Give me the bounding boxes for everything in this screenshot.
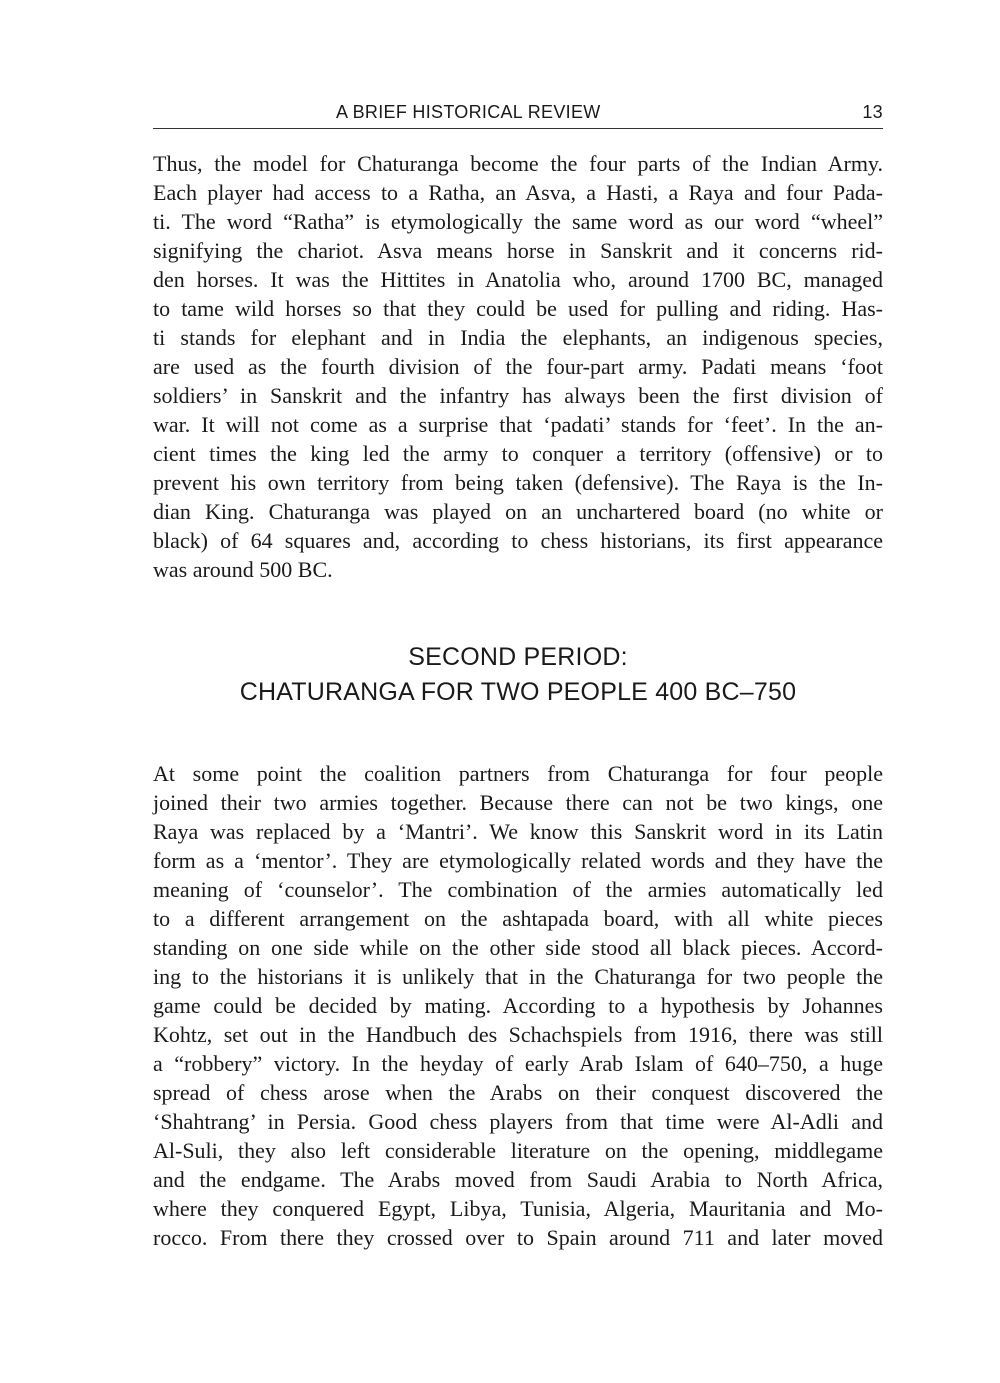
text-line: joined their two armies together. Because there can not be two kings, one	[153, 790, 883, 815]
running-header	[153, 100, 883, 129]
text-line: and the endgame. The Arabs moved from Saudi Arabia to North Africa,	[153, 1167, 883, 1192]
text-line: are used as the fourth division of the four-part army. Padati means ‘foot	[153, 354, 883, 379]
text-line: prevent his own territory from being taken (defensive). The Raya is the In-	[153, 470, 883, 495]
text-line: soldiers’ in Sanskrit and the infantry has always been the first division of	[153, 383, 883, 408]
section-heading-line-1: SECOND PERIOD:	[408, 643, 628, 671]
text-line: signifying the chariot. Asva means horse in Sanskrit and it concerns rid-	[153, 238, 883, 263]
text-line: game could be decided by mating. According to a hypothesis by Johannes	[153, 993, 883, 1018]
running-title: A BRIEF HISTORICAL REVIEW	[336, 102, 601, 122]
text-line: form as a ‘mentor’. They are etymologically related words and they have the	[153, 848, 883, 873]
text-line: standing on one side while on the other side stood all black pieces. Accord-	[153, 935, 883, 960]
text-line: ing to the historians it is unlikely that in the Chaturanga for two people the	[153, 964, 883, 989]
text-line: black) of 64 squares and, according to chess historians, its first appearance	[153, 528, 883, 553]
text-line: was around 500 BC.	[153, 557, 333, 582]
text-line: Al-Suli, they also left considerable literature on the opening, middlegame	[153, 1138, 883, 1163]
text-line: At some point the coalition partners from Chaturanga for four people	[153, 761, 883, 786]
paragraph-first-period	[153, 149, 883, 584]
text-line: cient times the king led the army to conquer a territory (offensive) or to	[153, 441, 883, 466]
text-line: war. It will not come as a surprise that ‘padati’ stands for ‘feet’. In the an-	[153, 412, 883, 437]
text-line: to tame wild horses so that they could be used for pulling and riding. Has-	[153, 296, 883, 321]
text-line: Each player had access to a Ratha, an Asva, a Hasti, a Raya and four Pada-	[153, 180, 883, 205]
text-line: Raya was replaced by a ‘Mantri’. We know this Sanskrit word in its Latin	[153, 819, 883, 844]
text-line: where they conquered Egypt, Libya, Tunisia, Algeria, Mauritania and Mo-	[153, 1196, 883, 1221]
text-line: dian King. Chaturanga was played on an unchartered board (no white or	[153, 499, 883, 524]
text-line: Thus, the model for Chaturanga become the four parts of the Indian Army.	[153, 151, 883, 176]
text-line: meaning of ‘counselor’. The combination of the armies automatically led	[153, 877, 883, 902]
text-line: ti stands for elephant and in India the elephants, an indigenous species,	[153, 325, 883, 350]
text-line: spread of chess arose when the Arabs on their conquest discovered the	[153, 1080, 883, 1105]
paragraph-second-period	[153, 759, 883, 1252]
text-line: rocco. From there they crossed over to Spain around 711 and later moved	[153, 1225, 883, 1250]
section-heading	[153, 640, 883, 710]
text-line: ‘Shahtrang’ in Persia. Good chess players from that time were Al-Adli and	[153, 1109, 883, 1134]
text-line: ti. The word “Ratha” is etymologically the same word as our word “wheel”	[153, 209, 883, 234]
text-line: Kohtz, set out in the Handbuch des Schachspiels from 1916, there was still	[153, 1022, 883, 1047]
section-heading-line-2: CHATURANGA FOR TWO PEOPLE 400 BC–750	[239, 678, 797, 706]
text-line: to a different arrangement on the ashtapada board, with all white pieces	[153, 906, 883, 931]
text-line: a “robbery” victory. In the heyday of early Arab Islam of 640–750, a huge	[153, 1051, 883, 1076]
page-number: 13	[862, 102, 883, 122]
text-line: den horses. It was the Hittites in Anatolia who, around 1700 BC, managed	[153, 267, 883, 292]
